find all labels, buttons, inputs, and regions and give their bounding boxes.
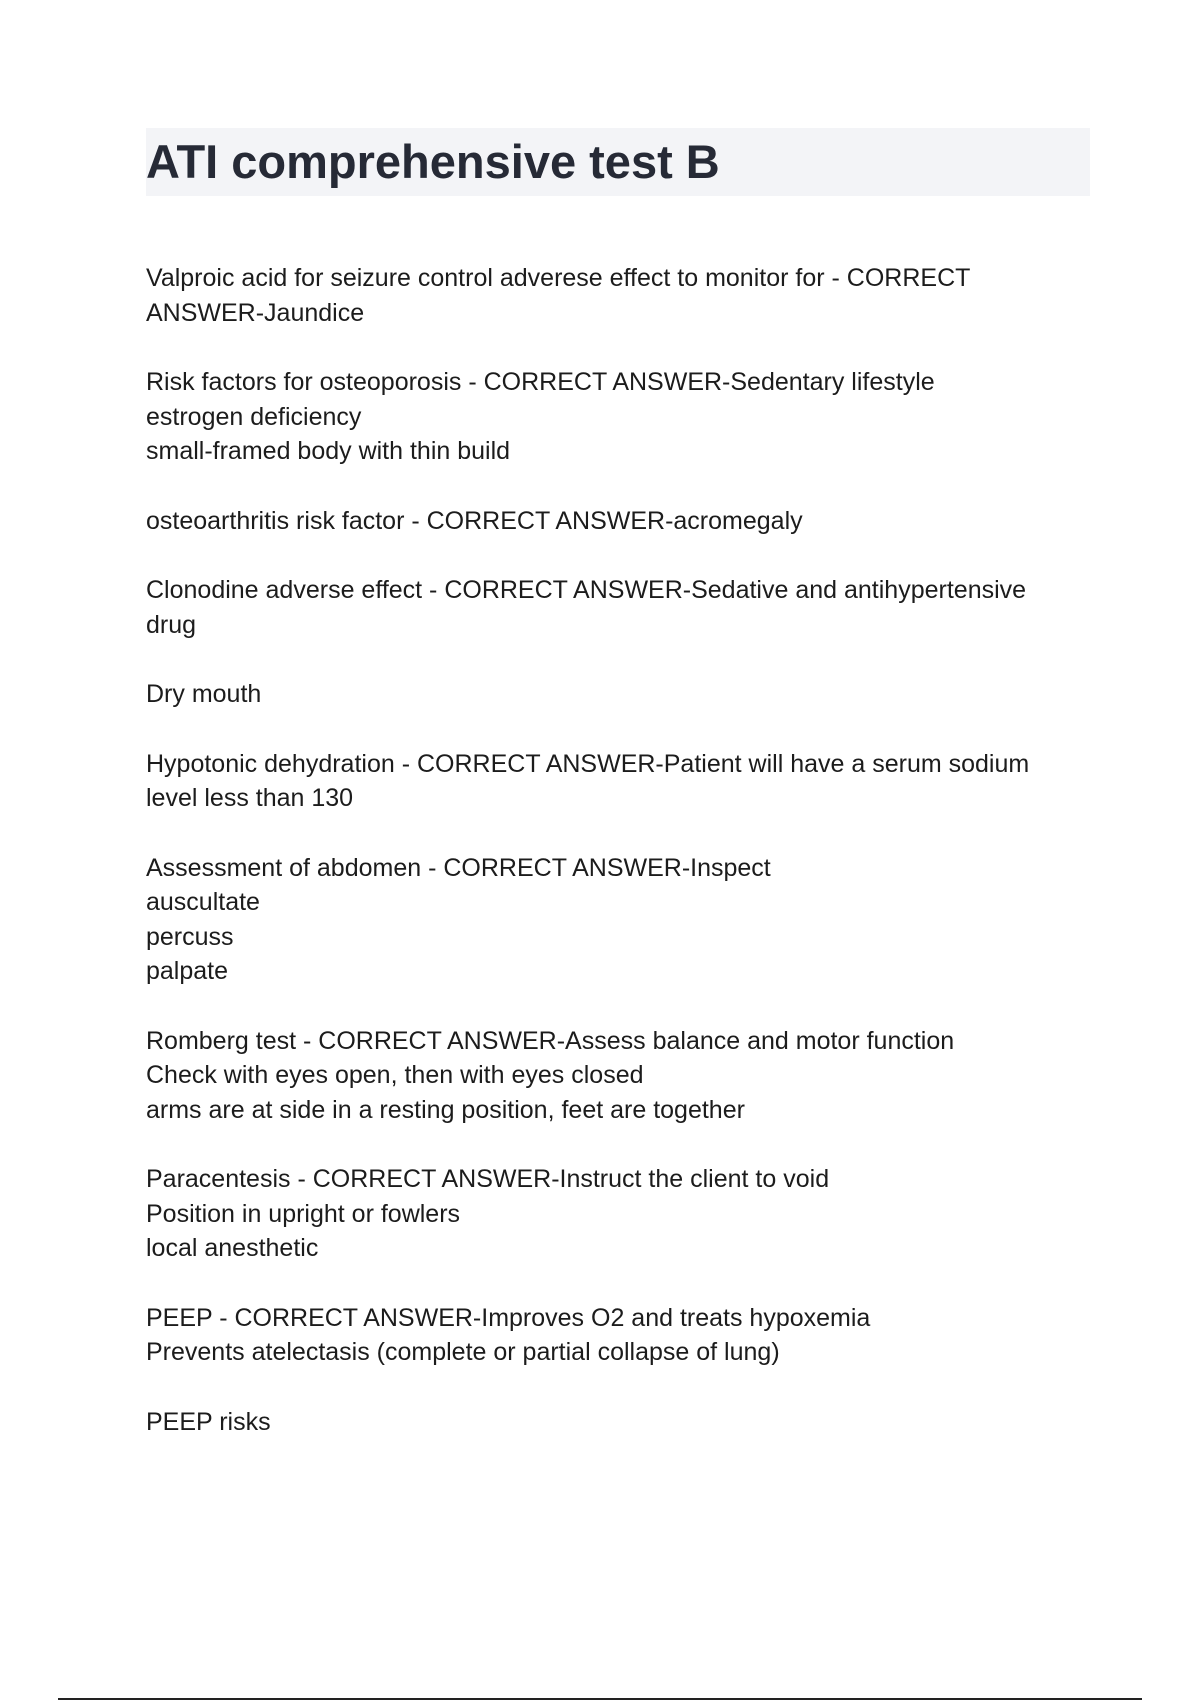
- qa-line: Prevents atelectasis (complete or partial collapse of lung): [146, 1338, 780, 1366]
- qa-line: Position in upright or fowlers: [146, 1199, 461, 1228]
- qa-entry: [146, 1301, 1086, 1370]
- qa-line: Assessment of abdomen - CORRECT ANSWER-Inspect: [146, 853, 771, 882]
- qa-entry: [146, 677, 1086, 712]
- qa-line: Clonodine adverse effect - CORRECT ANSWER-Sedative and antihypertensive: [146, 576, 1027, 604]
- qa-line: drug: [146, 610, 197, 639]
- qa-line: estrogen deficiency: [146, 402, 362, 431]
- qa-entry: [146, 747, 1086, 816]
- qa-line: Valproic acid for seizure control adverese effect to monitor for - CORRECT: [146, 264, 971, 292]
- qa-line: Paracentesis - CORRECT ANSWER-Instruct the client to void: [146, 1165, 830, 1193]
- qa-line: Check with eyes open, then with eyes closed: [146, 1061, 644, 1089]
- qa-entry: [146, 573, 1086, 642]
- qa-entry: [146, 1024, 1086, 1128]
- qa-line: palpate: [146, 957, 229, 985]
- qa-entry: [146, 1405, 1086, 1440]
- qa-line: Hypotonic dehydration - CORRECT ANSWER-Patient will have a serum sodium: [146, 749, 1030, 778]
- qa-line: PEEP risks: [146, 1407, 271, 1436]
- qa-line: local anesthetic: [146, 1234, 319, 1262]
- qa-line: Romberg test - CORRECT ANSWER-Assess balance and motor function: [146, 1026, 955, 1055]
- page-title: ATI comprehensive test B: [146, 135, 720, 188]
- qa-line: percuss: [146, 922, 234, 951]
- qa-line: small-framed body with thin build: [146, 437, 511, 465]
- document-body: [146, 261, 1086, 1474]
- title-banner: [146, 128, 1090, 196]
- qa-entry: [146, 261, 1086, 330]
- qa-line: Dry mouth: [146, 680, 262, 708]
- qa-entry: [146, 504, 1086, 539]
- qa-entry: [146, 851, 1086, 989]
- qa-line: auscultate: [146, 888, 260, 916]
- qa-line: Risk factors for osteoporosis - CORRECT ANSWER-Sedentary lifestyle: [146, 368, 935, 396]
- qa-entry: [146, 365, 1086, 469]
- qa-line: arms are at side in a resting position, feet are together: [146, 1095, 745, 1124]
- qa-line: level less than 130: [146, 784, 354, 812]
- qa-entry: [146, 1162, 1086, 1266]
- qa-line: osteoarthritis risk factor - CORRECT ANSWER-acromegaly: [146, 506, 803, 535]
- qa-line: ANSWER-Jaundice: [146, 298, 365, 327]
- qa-line: PEEP - CORRECT ANSWER-Improves O2 and treats hypoxemia: [146, 1303, 871, 1332]
